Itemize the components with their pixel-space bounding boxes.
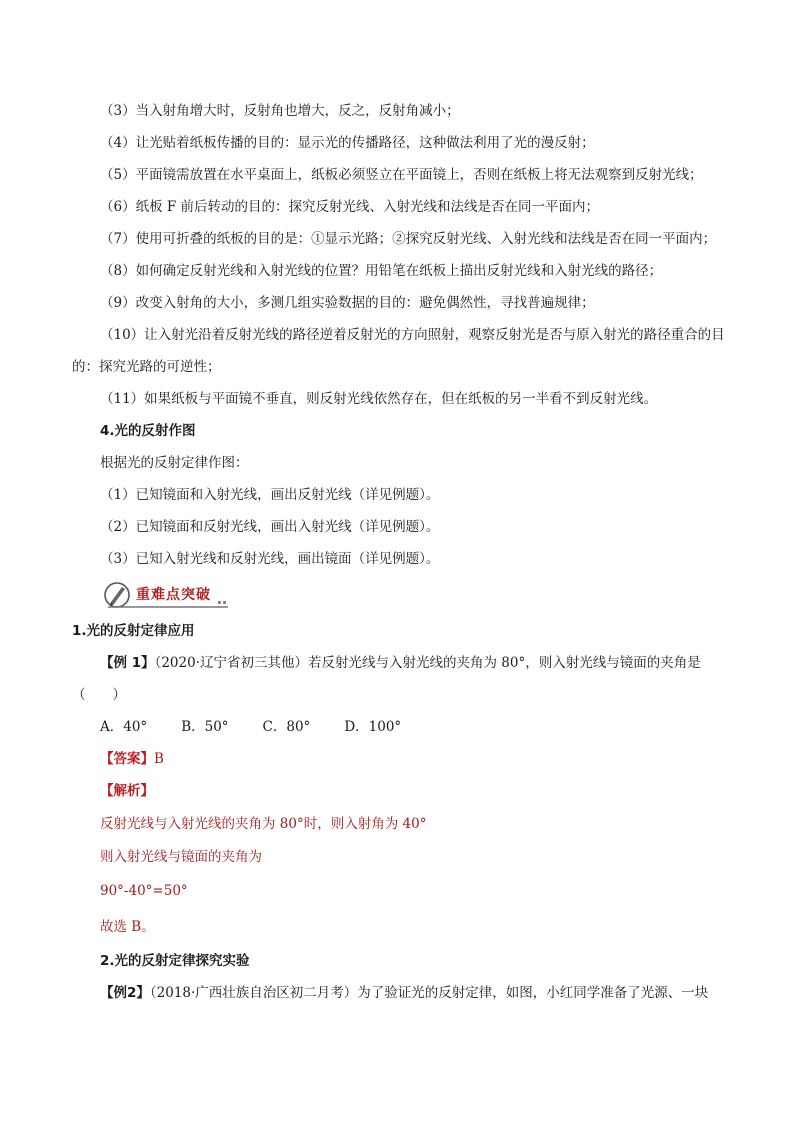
part-1-heading: 1.光的反射定律应用 — [72, 623, 195, 639]
answer-label: 【答案】 — [100, 751, 154, 767]
item-7: （7）使用可折叠的纸板的目的是：①显示光路；②探究反射光线、入射光线和法线是否在同一平面内； — [100, 231, 717, 247]
analysis-label: 【解析】 — [100, 783, 154, 799]
section-4-heading: 4.光的反射作图 — [100, 423, 196, 439]
analysis-line-2: 则入射光线与镜面的夹角为 — [100, 849, 262, 865]
section-4-item-2: （2）已知镜面和反射光线，画出入射光线（详见例题）。 — [100, 519, 440, 535]
section-4-item-3: （3）已知入射光线和反射光线，画出镜面（详见例题）。 — [100, 551, 440, 567]
item-3: （3）当入射角增大时，反射角也增大，反之，反射角减小； — [100, 103, 460, 119]
example-1-options — [100, 717, 760, 737]
section-4-item-1: （1）已知镜面和入射光线，画出反射光线（详见例题）。 — [100, 487, 440, 503]
analysis-line-4: 故选 B。 — [100, 919, 155, 935]
example-1-blank: （ ） — [72, 687, 126, 703]
option-a: A．40° — [100, 719, 148, 735]
section-4-intro: 根据光的反射定律作图： — [100, 455, 249, 471]
example-2 — [100, 983, 760, 1003]
example-1-tag: 【例 1】 — [100, 655, 155, 671]
item-10: （10）让入射光沿着反射光线的路径逆着反射光的方向照射，观察反射光是否与原入射光的路径重合的目的：探究光路的可逆性； — [72, 327, 725, 375]
analysis-line-1: 反射光线与入射光线的夹角为 80°时，则入射角为 40° — [100, 816, 427, 832]
example-1 — [100, 653, 760, 673]
item-6: （6）纸板 F 前后转动的目的：探究反射光线、入射光线和法线是否在同一平面内； — [100, 199, 600, 215]
item-5: （5）平面镜需放置在水平桌面上，纸板必须竖立在平面镜上，否则在纸板上将无法观察到反射光线； — [100, 167, 703, 183]
item-8: （8）如何确定反射光线和入射光线的位置？用铅笔在纸板上描出反射光线和入射光线的路径； — [100, 263, 663, 279]
answer-value: B — [154, 751, 164, 767]
example-1-text: （2020·辽宁省初三其他）若反射光线与入射光线的夹角为 80°，则入射光线与镜面的夹角是 — [154, 655, 701, 671]
option-b: B．50° — [181, 719, 229, 735]
item-11: （11）如果纸板与平面镜不垂直，则反射光线依然存在，但在纸板的另一半看不到反射光线。 — [100, 391, 658, 407]
part-2-heading: 2.光的反射定律探究实验 — [100, 953, 250, 969]
analysis-line-3: 90°-40°=50° — [100, 883, 188, 899]
example-2-tag: 【例2】 — [100, 985, 150, 1001]
option-d: D．100° — [344, 719, 402, 735]
option-c: C．80° — [262, 719, 311, 735]
answer-line — [100, 749, 760, 769]
item-9: （9）改变入射角的大小，多测几组实验数据的目的：避免偶然性，寻找普遍规律； — [100, 295, 595, 311]
example-2-text: （2018·广西壮族自治区初二月考）为了验证光的反射定律，如图，小红同学准备了光源、一块 — [149, 985, 709, 1001]
badge-label: 重难点突破 — [136, 587, 211, 603]
key-points-badge — [102, 580, 232, 610]
item-4: （4）让光贴着纸板传播的目的：显示光的传播路径，这种做法利用了光的漫反射； — [100, 135, 595, 151]
